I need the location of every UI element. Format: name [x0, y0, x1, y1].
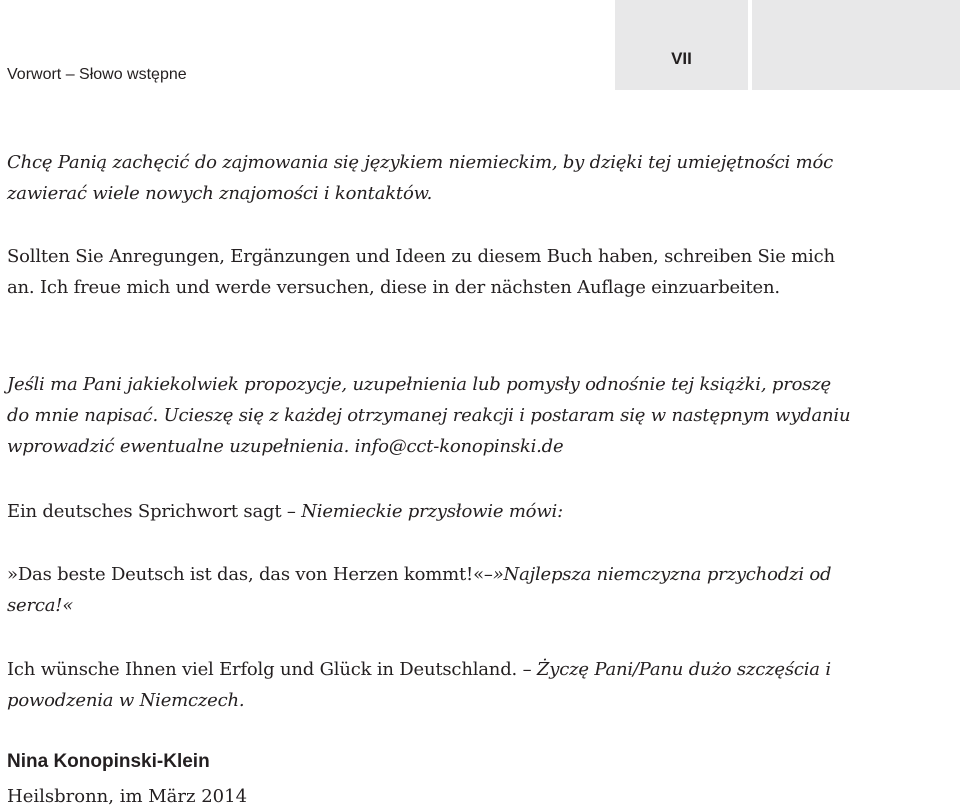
proverb-german: »Das beste Deutsch ist das, das von Herzen kommt!« [7, 564, 484, 585]
proverb-intro-polish: Niemieckie przysłowie mówi: [301, 501, 563, 522]
proverb-polish: »Najlepsza niemczyzna przychodzi od serca!« [7, 564, 832, 616]
proverb-intro [7, 496, 856, 527]
place-and-date: Heilsbronn, im März 2014 [7, 786, 248, 807]
closing-wishes [7, 654, 856, 716]
proverb-intro-german: Ein deutsches Sprichwort sagt [7, 501, 282, 522]
dash: – [522, 659, 532, 680]
paragraph-polish-2: Jeśli ma Pani jakiekolwiek propozycje, uzupełnienia lub pomysły odnośnie tej książki, proszę do mnie napisać. Ucieszę się z każdej otrzymanej reakcji i postaram się w następnym wydaniu wprowadzić ewentualne uzupełnienia. info@cct-konopinski.de [7, 374, 851, 457]
running-head: Vorwort – Słowo wstępne [7, 66, 187, 83]
header-band-right [752, 0, 960, 90]
author-name: Nina Konopinski-Klein [7, 751, 210, 772]
page-number: VII [671, 49, 692, 68]
paragraph-polish-1: Chcę Panią zachęcić do zajmowania się językiem niemieckim, by dzięki tej umiejętności móc zawierać wiele nowych znajomości i kontaktów. [7, 152, 834, 204]
closing-wishes-german: Ich wünsche Ihnen viel Erfolg und Glück in Deutschland. [7, 659, 518, 680]
dash: – [483, 564, 493, 585]
dash: – [286, 501, 296, 522]
paragraph-german-1: Sollten Sie Anregungen, Ergänzungen und Ideen zu diesem Buch haben, schreiben Sie mich an. Ich freue mich und werde versuchen, diese in der nächsten Auflage einzuarbeiten. [7, 246, 835, 298]
header-band-left [615, 0, 748, 90]
proverb [7, 559, 856, 621]
closing-wishes-polish: Życzę Pani/Panu dużo szczęścia i powodzenia w Niemczech. [7, 659, 831, 711]
